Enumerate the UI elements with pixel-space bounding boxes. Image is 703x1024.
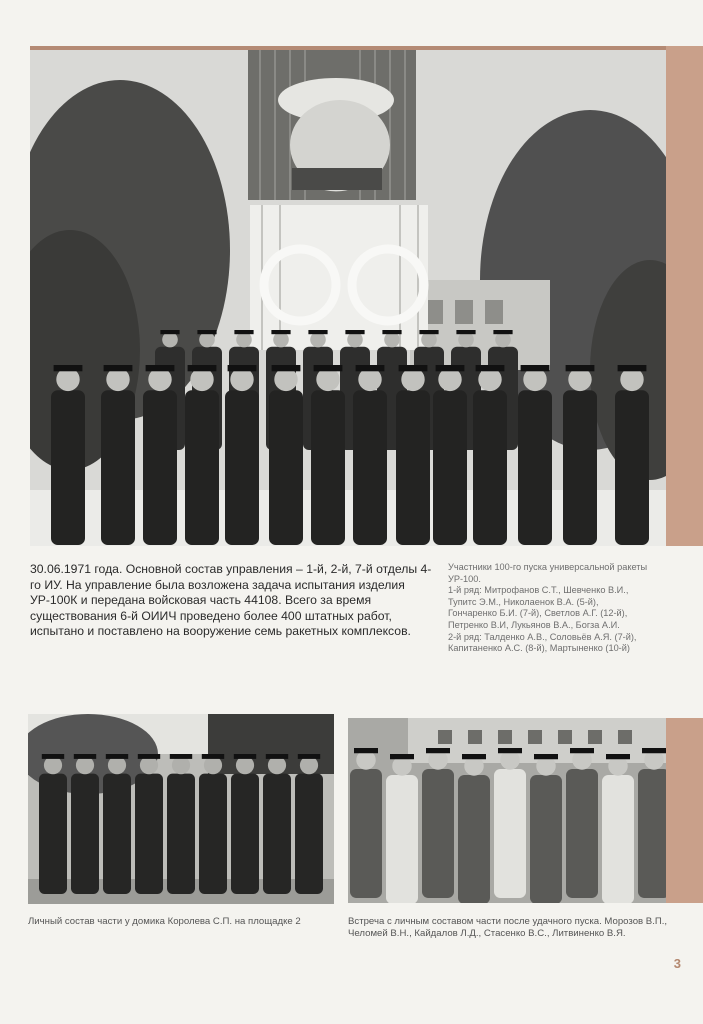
bottom-left-photo <box>28 714 334 904</box>
bottom-right-caption: Встреча с личным составом части после удачного пуска. Морозов В.П., Челомей В.Н., Кайдалов Л.Д., Стасенко В.С., Литвиненко В.Я. <box>348 916 668 940</box>
bottom-right-photo <box>348 718 666 903</box>
accent-bar-bottom <box>666 718 703 903</box>
main-caption: 30.06.1971 года. Основной состав управления – 1-й, 2-й, 7-й отделы 4-го ИУ. На управление была возложена задача испытания изделия УР-100К и передана войсковая часть 44108. Всего за время существования 6-й ОИИЧ проведено более 400 штатных работ, испытано и поставлено на вооружение семь ракетных комплексов. <box>30 562 432 639</box>
side-caption-line: 2-й ряд: Талденко А.В., Соловьёв А.Я. (7-й), <box>448 631 637 642</box>
side-caption-line: Петренко В.И, Лукьянов В.А., Богза А.И. <box>448 619 620 630</box>
side-caption-line: Тупитс Э.М., Николаенок В.А. (5-й), <box>448 596 599 607</box>
side-caption <box>448 562 688 655</box>
side-caption-line: Гончаренко Б.И. (7-й), Светлов А.Г. (12-й), <box>448 608 628 619</box>
side-caption-line: УР-100. <box>448 573 481 584</box>
side-caption-line: 1-й ряд: Митрофанов С.Т., Шевченко В.И., <box>448 585 629 596</box>
page-number: 3 <box>673 956 681 971</box>
bottom-left-caption: Личный состав части у домика Королева С.П. на площадке 2 <box>28 916 301 927</box>
side-caption-line: Участники 100-го пуска универсальной ракеты <box>448 562 648 572</box>
accent-bar-top <box>666 46 703 546</box>
side-caption-line: Капитаненко А.С. (8-й), Мартыненко (10-й) <box>448 643 630 654</box>
top-photo <box>30 50 666 546</box>
